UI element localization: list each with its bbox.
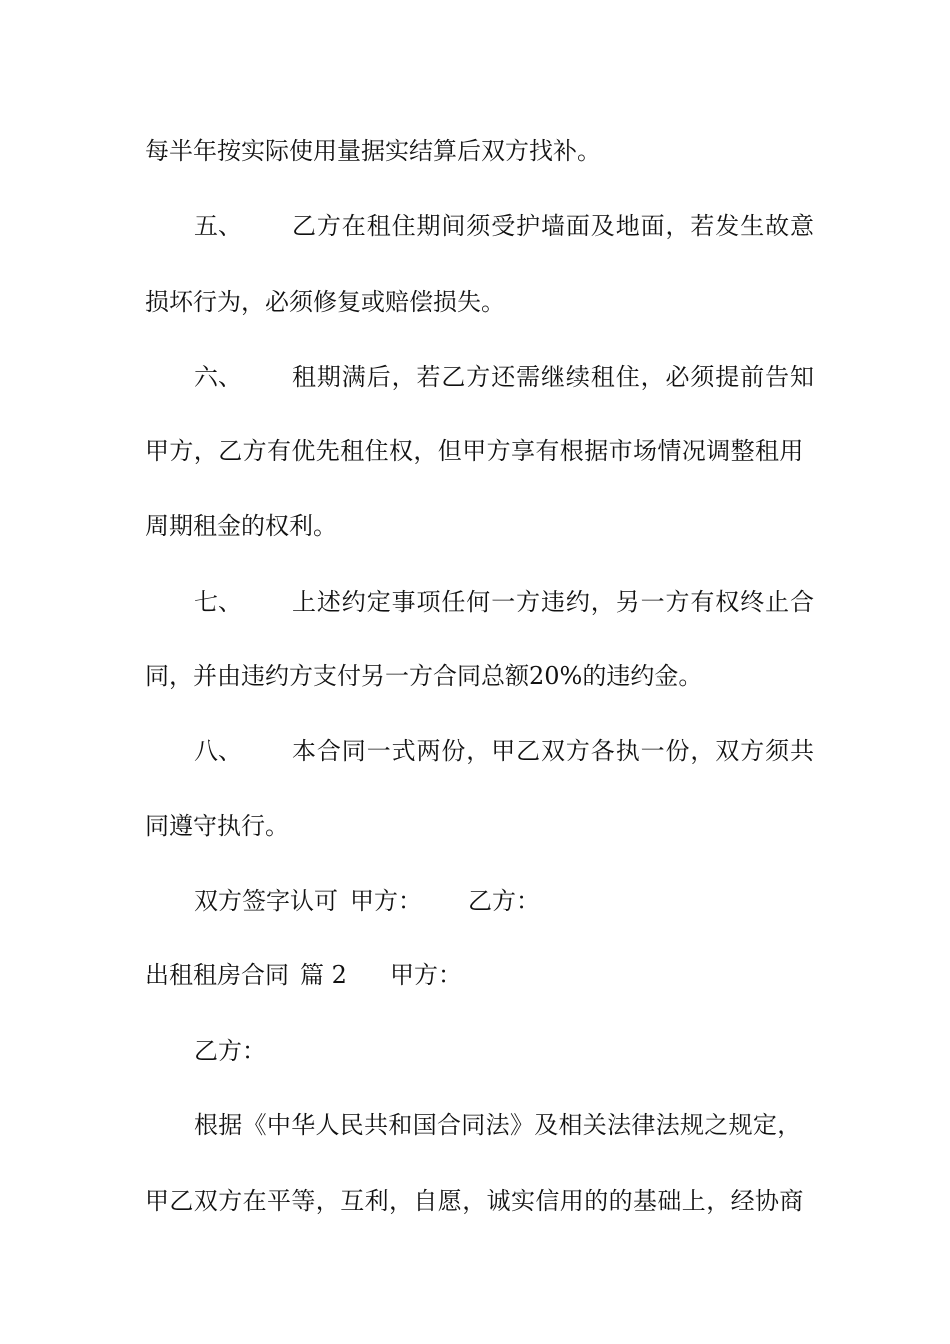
clause-8-text: 本合同一式两份，甲乙双方各执一份，双方须共 [292,737,815,765]
section-part-label: 篇 2 [300,961,347,989]
signature-label: 双方签字认可 [194,887,338,915]
clause-6-text-end: 周期租金的权利。 [145,512,337,540]
clause-7-text: 上述约定事项任何一方违约，另一方有权终止合 [292,588,815,616]
clause-7-text-cont: 同，并由违约方支付另一方合同总额20%的违约金。 [145,662,703,690]
intro-paragraph: 根据《中华人民共和国合同法》及相关法律法规之规定， [194,1111,802,1139]
clause-5-text: 乙方在租住期间须受护墙面及地面，若发生故意 [292,212,815,240]
signature-party-a: 甲方： [350,887,422,915]
clause-8-text-cont: 同遵守执行。 [145,812,289,840]
section-title: 出租租房合同 [145,961,289,989]
signature-party-b: 乙方： [468,887,540,915]
clause-number-6: 六、 [194,363,242,391]
clause-5-text-cont: 损坏行为，必须修复或赔偿损失。 [145,288,505,316]
section-party-a: 甲方： [390,961,462,989]
clause-6-text-cont: 甲方，乙方有优先租住权，但甲方享有根据市场情况调整租用 [145,437,804,465]
clause-number-7: 七、 [194,588,242,616]
clause-number-5: 五、 [194,212,242,240]
intro-paragraph-cont: 甲乙双方在平等，互利，自愿，诚实信用的的基础上，经协商 [145,1187,804,1215]
clause-number-8: 八、 [194,737,242,765]
clause-6-text: 租期满后，若乙方还需继续租住，必须提前告知 [292,363,815,391]
paragraph-continuation: 每半年按实际使用量据实结算后双方找补。 [145,137,601,165]
section-party-b: 乙方： [194,1037,266,1065]
